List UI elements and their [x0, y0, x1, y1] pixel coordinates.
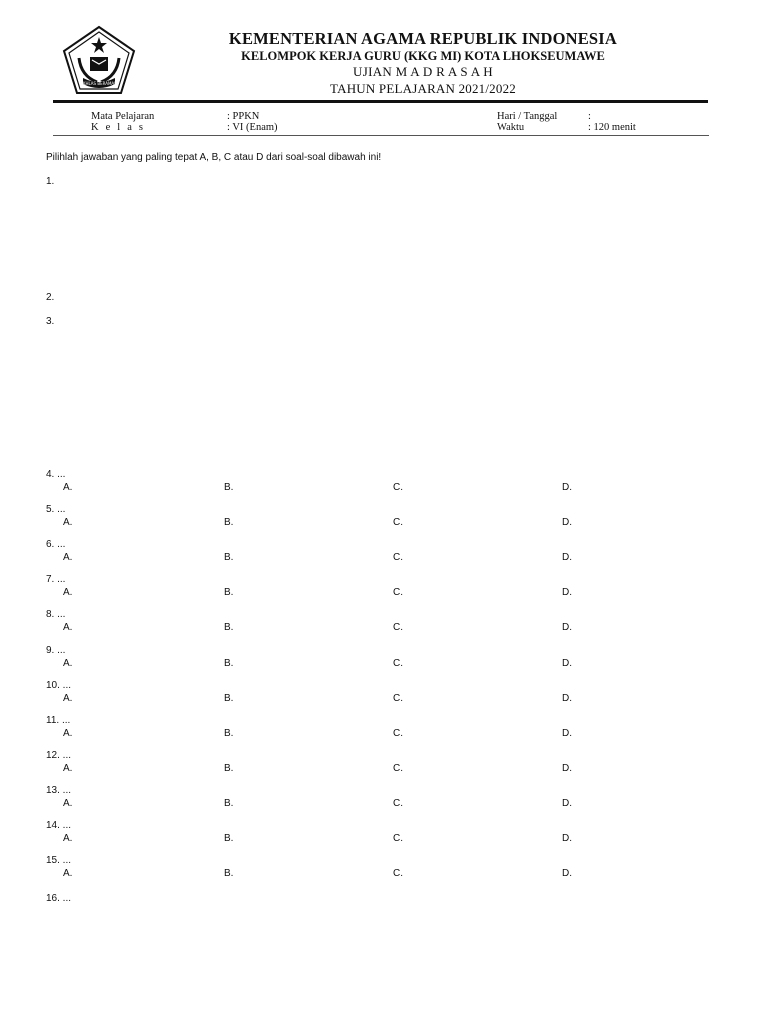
- answer-option-a: A.: [63, 657, 73, 669]
- answer-option-b: B.: [224, 868, 234, 880]
- instruction-text: Pilihlah jawaban yang paling tepat A, B, C atau D dari soal-soal dibawah ini!: [46, 152, 382, 163]
- answer-option-c: C.: [393, 833, 403, 844]
- answer-option-b: B.: [224, 797, 234, 809]
- answer-option-c: C.: [393, 517, 403, 529]
- answer-option-b: B.: [224, 833, 234, 844]
- question-number: 5. ...: [46, 504, 66, 516]
- header-group: KELOMPOK KERJA GURU (KKG MI) KOTA LHOKSEUMAWE: [241, 49, 605, 63]
- answer-option-c: C.: [393, 552, 403, 564]
- answer-option-a: A.: [63, 587, 73, 599]
- time-value: : 120 menit: [588, 122, 636, 133]
- question-number: 7. ...: [46, 574, 66, 586]
- question-number: 9. ...: [46, 644, 66, 656]
- question-number: 8. ...: [46, 609, 66, 621]
- answer-option-d: D.: [562, 517, 572, 529]
- class-value: : VI (Enam): [227, 122, 278, 133]
- answer-option-a: A.: [63, 692, 73, 704]
- answer-option-a: A.: [63, 517, 73, 529]
- answer-option-d: D.: [562, 657, 572, 669]
- answer-option-d: D.: [562, 797, 572, 809]
- answer-option-a: A.: [63, 762, 73, 774]
- answer-option-d: D.: [562, 622, 572, 634]
- answer-option-d: D.: [562, 692, 572, 704]
- answer-option-c: C.: [393, 868, 403, 880]
- answer-option-b: B.: [224, 727, 234, 739]
- question-number: 1.: [46, 176, 55, 187]
- question-number: 11. ...: [46, 714, 71, 726]
- answer-option-b: B.: [224, 482, 234, 493]
- header-ministry: KEMENTERIAN AGAMA REPUBLIK INDONESIA: [228, 29, 618, 48]
- question-number: 14. ...: [46, 820, 72, 831]
- answer-option-c: C.: [393, 587, 403, 599]
- answer-option-d: D.: [562, 482, 572, 493]
- header-exam: UJIAN M A D R A S A H: [353, 64, 493, 79]
- answer-option-a: A.: [63, 797, 73, 809]
- answer-option-a: A.: [63, 727, 73, 739]
- subject-value: : PPKN: [227, 111, 260, 122]
- answer-option-d: D.: [562, 762, 572, 774]
- question-number: 4. ...: [46, 469, 66, 480]
- answer-option-d: D.: [562, 868, 572, 880]
- time-label: Waktu: [497, 122, 525, 133]
- answer-option-b: B.: [224, 517, 234, 529]
- answer-option-b: B.: [224, 692, 234, 704]
- answer-option-a: A.: [63, 868, 73, 880]
- answer-option-a: A.: [63, 833, 73, 844]
- question-number: 13. ...: [46, 784, 72, 796]
- answer-option-b: B.: [224, 622, 234, 634]
- answer-option-d: D.: [562, 727, 572, 739]
- ministry-logo-icon: [61, 24, 137, 96]
- answer-option-b: B.: [224, 587, 234, 599]
- question-number: 6. ...: [46, 539, 66, 551]
- day-label: Hari / Tanggal: [497, 111, 558, 122]
- answer-option-d: D.: [562, 552, 572, 564]
- answer-option-b: B.: [224, 657, 234, 669]
- header-year: TAHUN PELAJARAN 2021/2022: [330, 81, 516, 96]
- answer-option-b: B.: [224, 762, 234, 774]
- answer-option-c: C.: [393, 482, 403, 493]
- answer-option-c: C.: [393, 797, 403, 809]
- class-label: K e l a s: [91, 122, 146, 133]
- answer-option-c: C.: [393, 622, 403, 634]
- question-number: 10. ...: [46, 679, 72, 691]
- question-number: 16. ...: [46, 893, 72, 904]
- answer-option-c: C.: [393, 762, 403, 774]
- info-divider: [53, 135, 709, 136]
- day-value: :: [588, 111, 591, 122]
- answer-option-a: A.: [63, 482, 73, 493]
- question-number: 15. ...: [46, 855, 72, 867]
- answer-option-d: D.: [562, 587, 572, 599]
- answer-option-a: A.: [63, 622, 73, 634]
- question-number: 12. ...: [46, 749, 72, 761]
- header-divider: [53, 100, 708, 103]
- answer-option-d: D.: [562, 833, 572, 844]
- answer-option-a: A.: [63, 552, 73, 564]
- question-number: 2.: [46, 292, 55, 303]
- answer-option-c: C.: [393, 727, 403, 739]
- subject-label: Mata Pelajaran: [91, 111, 155, 122]
- answer-option-c: C.: [393, 692, 403, 704]
- question-number: 3.: [46, 316, 55, 327]
- answer-option-b: B.: [224, 552, 234, 564]
- svg-text:IKHLAS BERAMAL: IKHLAS BERAMAL: [81, 81, 117, 86]
- answer-option-c: C.: [393, 657, 403, 669]
